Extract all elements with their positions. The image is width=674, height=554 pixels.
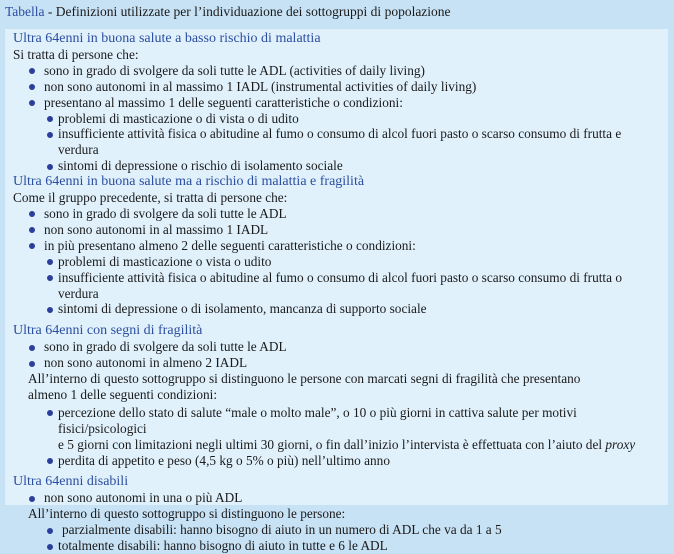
table-label: Tabella bbox=[5, 4, 45, 19]
section-heading: Ultra 64enni con segni di fragilità bbox=[13, 323, 203, 339]
list-item: non sono autonomi in al massimo 1 IADL bbox=[13, 222, 664, 238]
list-item: in più presentano almeno 2 delle seguenti caratteristiche o condizioni: bbox=[13, 238, 664, 254]
table-title bbox=[5, 4, 451, 20]
sub-list-item: sintomi di depressione o di isolamento, mancanza di supporto sociale bbox=[13, 301, 664, 317]
list-item: non sono autonomi in almeno 2 IADL bbox=[13, 355, 664, 371]
section-heading: Ultra 64enni disabili bbox=[13, 474, 129, 490]
sub-list-item bbox=[13, 405, 664, 437]
section-heading: Ultra 64enni in buona salute ma a rischio di malattia e fragilità bbox=[13, 174, 365, 190]
section-note: All’interno di questo sottogruppo si distinguono le persone: bbox=[28, 506, 346, 522]
section-intro: Come il gruppo precedente, si tratta di persone che: bbox=[13, 190, 288, 206]
definitions-box bbox=[5, 29, 668, 554]
section-heading: Ultra 64enni in buona salute a basso rischio di malattia bbox=[13, 31, 321, 46]
section-note: All’interno di questo sottogruppo si distinguono le persone con marcati segni di fragilità che presentano bbox=[28, 371, 581, 387]
section-intro: Si tratta di persone che: bbox=[13, 46, 139, 62]
proxy-term: proxy bbox=[605, 436, 636, 452]
list-item: non sono autonomi in al massimo 1 IADL (instrumental activities of daily living) bbox=[13, 79, 664, 95]
sub-list-item: insufficiente attività fisica o abitudine al fumo o consumo di alcol fuori pasto o scarso consumo di frutta o verdura bbox=[13, 270, 664, 302]
sub-item-text: e 5 giorni con limitazioni negli ultimi 30 giorni, o fin dall’inizio l’intervista è effettuata con l’aiuto del bbox=[58, 436, 606, 452]
sub-list-item-continuation bbox=[13, 437, 664, 453]
sub-item-text: percezione dello stato di salute “male o molto male”, o 10 o più giorni in cattiva salute per motivi fisici/psicologici bbox=[58, 404, 577, 436]
sub-list-item: problemi di masticazione o vista o udito bbox=[13, 254, 664, 270]
list-item: presentano al massimo 1 delle seguenti caratteristiche o condizioni: bbox=[13, 95, 664, 111]
list-item: non sono autonomi in una o più ADL bbox=[13, 490, 664, 506]
list-item: sono in grado di svolgere da soli tutte le ADL bbox=[13, 206, 664, 222]
sub-list-item: sintomi di depressione o rischio di isolamento sociale bbox=[13, 158, 664, 174]
table-caption: - Definizioni utilizzate per l’individuazione dei sottogruppi di popolazione bbox=[44, 4, 451, 19]
sub-list-item: insufficiente attività fisica o abitudine al fumo o consumo di alcol fuori pasto o scarso consumo di frutta e verdura bbox=[13, 126, 664, 158]
sub-list-item: problemi di masticazione o di vista o di udito bbox=[13, 111, 664, 127]
sub-list-item: parzialmente disabili: hanno bisogno di aiuto in un numero di ADL che va da 1 a 5 bbox=[13, 522, 664, 538]
list-item: sono in grado di svolgere da soli tutte le ADL bbox=[13, 339, 664, 355]
sub-list-item: totalmente disabili: hanno bisogno di aiuto in tutte e 6 le ADL bbox=[13, 538, 664, 554]
section-note: almeno 1 delle seguenti condizioni: bbox=[28, 386, 218, 402]
list-item: sono in grado di svolgere da soli tutte le ADL (activities of daily living) bbox=[13, 63, 664, 79]
sub-list-item: perdita di appetito e peso (4,5 kg o 5% o più) nell’ultimo anno bbox=[13, 453, 664, 469]
